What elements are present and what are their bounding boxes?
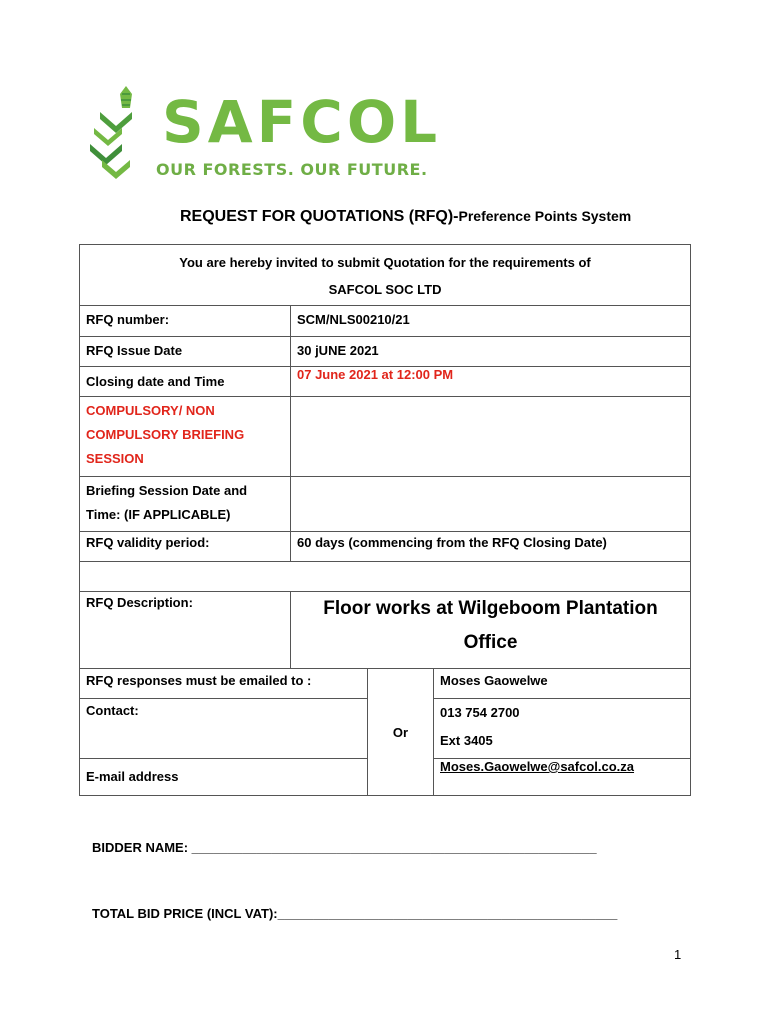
page-number: 1 xyxy=(674,947,682,962)
description-label: RFQ Description: xyxy=(80,592,291,669)
phone-ext: Ext 3405 xyxy=(440,733,493,748)
briefing-value xyxy=(291,397,691,477)
logo-wordmark: SAFCOL xyxy=(162,88,442,156)
description-value xyxy=(291,592,691,669)
email-link[interactable]: Moses.Gaowelwe@safcol.co.za xyxy=(434,759,691,796)
rfq-table xyxy=(79,244,691,796)
or-cell xyxy=(368,669,434,796)
invite-line2: SAFCOL SOC LTD xyxy=(328,282,442,297)
rfq-number-label: RFQ number: xyxy=(80,306,291,337)
briefing-date-label xyxy=(80,477,291,532)
bid-price-line: TOTAL BID PRICE (INCL VAT):_______________________________________________ xyxy=(92,906,618,921)
issue-date-label: RFQ Issue Date xyxy=(80,337,291,367)
title-main: REQUEST FOR QUOTATIONS (RFQ)- xyxy=(180,208,459,225)
invite-line1: You are hereby invited to submit Quotation for the requirements of xyxy=(179,255,591,270)
title-subtitle: Preference Points System xyxy=(458,208,632,224)
description-line1: Floor works at Wilgeboom Plantation xyxy=(323,598,658,619)
contact-name: Moses Gaowelwe xyxy=(434,669,691,699)
closing-label: Closing date and Time xyxy=(80,367,291,397)
or-text: Or xyxy=(392,724,409,740)
validity-value: 60 days (commencing from the RFQ Closing Date) xyxy=(291,532,691,562)
blank-row xyxy=(80,562,691,592)
phone-number: 013 754 2700 xyxy=(440,705,520,720)
invite-cell xyxy=(80,245,691,306)
page-title xyxy=(180,208,631,226)
issue-date-value: 30 jUNE 2021 xyxy=(291,337,691,367)
safcol-logo xyxy=(86,82,442,182)
briefing-line1: COMPULSORY/ NON xyxy=(86,403,215,418)
description-line2: Office xyxy=(463,632,518,653)
tree-icon xyxy=(86,82,164,182)
email-label: E-mail address xyxy=(80,759,368,796)
briefing-line2: COMPULSORY BRIEFING xyxy=(86,427,245,442)
briefing-date-line1: Briefing Session Date and xyxy=(86,483,248,498)
closing-value: 07 June 2021 at 12:00 PM xyxy=(291,367,691,397)
briefing-date-value xyxy=(291,477,691,532)
bidder-name-line: BIDDER NAME: ________________________________________________________ xyxy=(92,840,597,855)
briefing-date-line2: Time: (IF APPLICABLE) xyxy=(86,507,231,522)
emailed-label: RFQ responses must be emailed to : xyxy=(80,669,368,699)
briefing-label xyxy=(80,397,291,477)
briefing-line3: SESSION xyxy=(86,451,144,466)
rfq-number-value: SCM/NLS00210/21 xyxy=(291,306,691,337)
phone-cell xyxy=(434,699,691,759)
validity-label: RFQ validity period: xyxy=(80,532,291,562)
contact-label: Contact: xyxy=(80,699,368,759)
logo-tagline: OUR FORESTS. OUR FUTURE. xyxy=(156,160,428,179)
